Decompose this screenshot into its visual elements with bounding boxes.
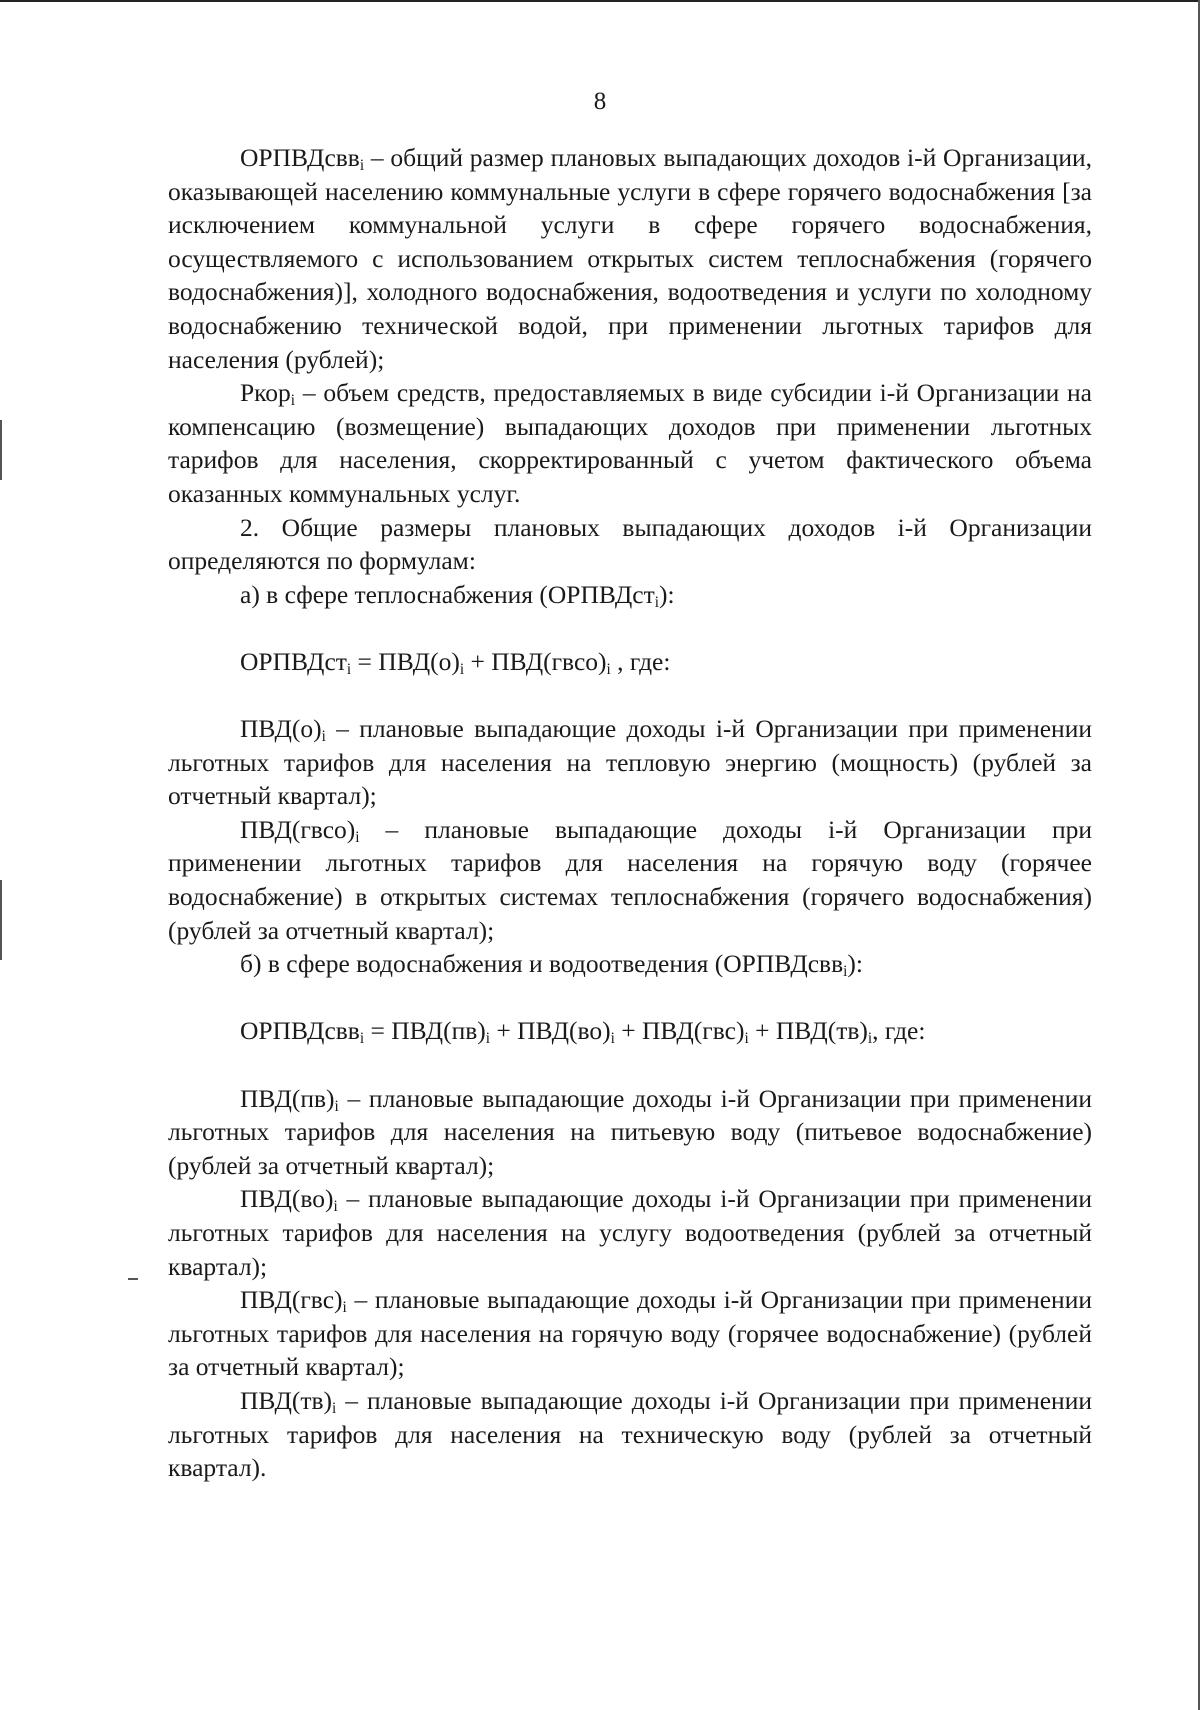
formula-term: , где:	[872, 1016, 926, 1046]
paragraph-text: ):	[847, 949, 863, 979]
subscript-index: i	[321, 727, 326, 745]
paragraph	[168, 511, 1092, 578]
subscript-index: i	[867, 1030, 873, 1048]
document-body	[168, 141, 1092, 1485]
term-symbol: ПВД(тв)	[240, 1385, 333, 1415]
paragraph	[168, 1182, 1092, 1283]
scan-mark	[128, 1278, 138, 1280]
paragraph-text: – плановые выпадающие доходы i-й Организации при применении льготных тарифов для населения на услугу водоотведения (рублей за отчетный квартал);	[168, 1184, 1092, 1281]
subscript-index: i	[332, 1399, 337, 1417]
paragraph	[168, 376, 1092, 510]
paragraph	[168, 947, 1092, 981]
paragraph	[168, 813, 1092, 947]
term-symbol: Ркор	[240, 378, 291, 408]
paragraph-text: ):	[659, 579, 675, 609]
blank-line	[168, 1048, 1092, 1082]
paragraph-text: – плановые выпадающие доходы i-й Организации при применении льготных тарифов для населения на питьевую воду (питьевое водоснабжение) (рублей за отчетный квартал);	[168, 1083, 1092, 1180]
paragraph-text: – плановые выпадающие доходы i-й Организации при применении льготных тарифов для населения на горячую воду (горячее водоснабжение) в открытых системах теплоснабжения (горячего водоснабжения) (рублей за отчетный квартал);	[168, 814, 1092, 945]
paragraph-text: – плановые выпадающие доходы i-й Организации при применении льготных тарифов для населения на горячую воду (горячее водоснабжение) (рублей за отчетный квартал);	[168, 1285, 1092, 1382]
blank-line	[168, 981, 1092, 1015]
scan-mark	[0, 420, 2, 480]
formula-term: + ПВД(тв)	[748, 1016, 868, 1046]
paragraph-text: – общий размер плановых выпадающих доходов i-й Организации, оказывающей населению коммунальные услуги в сфере горячего водоснабжения [за исключением коммунальной услуги в сфере горячего водоснабжения, осуществляемого с использованием открытых систем теплоснабжения (горячего водоснабжения)], холодного водоснабжения, водоотведения и услуги по холодному водоснабжению технической водой, при применении льготных тарифов для населения (рублей);	[168, 143, 1092, 374]
formula-term: + ПВД(во)	[490, 1016, 611, 1046]
scan-mark	[0, 880, 2, 960]
paragraph-text: – объем средств, предоставляемых в виде субсидии i-й Организации на компенсацию (возмещение) выпадающих доходов при применении льготных тарифов для населения, скорректированный с учетом фактического объема оказанных коммунальных услуг.	[168, 378, 1092, 508]
paragraph-text: 2. Общие размеры плановых выпадающих доходов i-й Организации определяются по формулам:	[168, 512, 1092, 576]
formula-term: ОРПВДсвв	[240, 1016, 360, 1046]
paragraph	[168, 1384, 1092, 1485]
subscript-index: i	[359, 1030, 365, 1048]
page-number: 8	[593, 88, 607, 115]
subscript-index: i	[342, 1299, 347, 1316]
subscript-index: i	[744, 1030, 749, 1048]
term-symbol: б) в сфере водоснабжения и водоотведения (ОРПВДсвв	[240, 949, 844, 979]
subscript-index: i	[606, 660, 611, 678]
term-symbol: ПВД(гвс)	[240, 1285, 343, 1315]
paragraph	[168, 1082, 1092, 1183]
term-symbol: ПВД(во)	[240, 1184, 334, 1214]
term-symbol: ПВД(гвсо)	[240, 814, 356, 844]
subscript-index: i	[654, 593, 659, 611]
formula-term: + ПВД(гвсо)	[464, 646, 607, 676]
term-symbol: ПВД(пв)	[240, 1083, 335, 1113]
blank-line	[168, 679, 1092, 713]
formula-term: + ПВД(гвс)	[614, 1016, 745, 1046]
term-symbol: ОРПВДсвв	[240, 143, 360, 172]
paragraph	[168, 712, 1092, 813]
formula-term: = ПВД(пв)	[364, 1016, 486, 1046]
subscript-index: i	[290, 391, 296, 409]
blank-line	[168, 611, 1092, 645]
term-symbol: а) в сфере теплоснабжения (ОРПВДст	[240, 579, 655, 609]
subscript-index: i	[333, 1198, 338, 1216]
formula	[168, 1014, 1092, 1048]
subscript-index: i	[346, 660, 352, 678]
paragraph-text: – плановые выпадающие доходы i-й Организации при применении льготных тарифов для населения на техническую воду (рублей за отчетный квартал).	[168, 1385, 1092, 1483]
formula	[168, 645, 1092, 679]
subscript-index: i	[843, 963, 848, 981]
paragraph	[168, 141, 1092, 376]
subscript-index: i	[359, 156, 365, 174]
subscript-index: i	[459, 660, 465, 678]
formula-term: ОРПВДст	[240, 646, 347, 676]
subscript-index: i	[610, 1030, 615, 1048]
subscript-index: i	[355, 828, 360, 846]
subscript-index: i	[485, 1030, 490, 1048]
formula-term: = ПВД(о)	[351, 646, 460, 676]
scan-edge-top	[0, 0, 1200, 2]
paragraph-text: – плановые выпадающие доходы i-й Организации при применении льготных тарифов для населения на тепловую энергию (мощность) (рублей за отчетный квартал);	[168, 714, 1092, 811]
paragraph	[168, 1283, 1092, 1384]
term-symbol: ПВД(о)	[240, 714, 322, 744]
subscript-index: i	[334, 1097, 339, 1115]
formula-term: , где:	[610, 646, 671, 676]
paragraph	[168, 578, 1092, 612]
